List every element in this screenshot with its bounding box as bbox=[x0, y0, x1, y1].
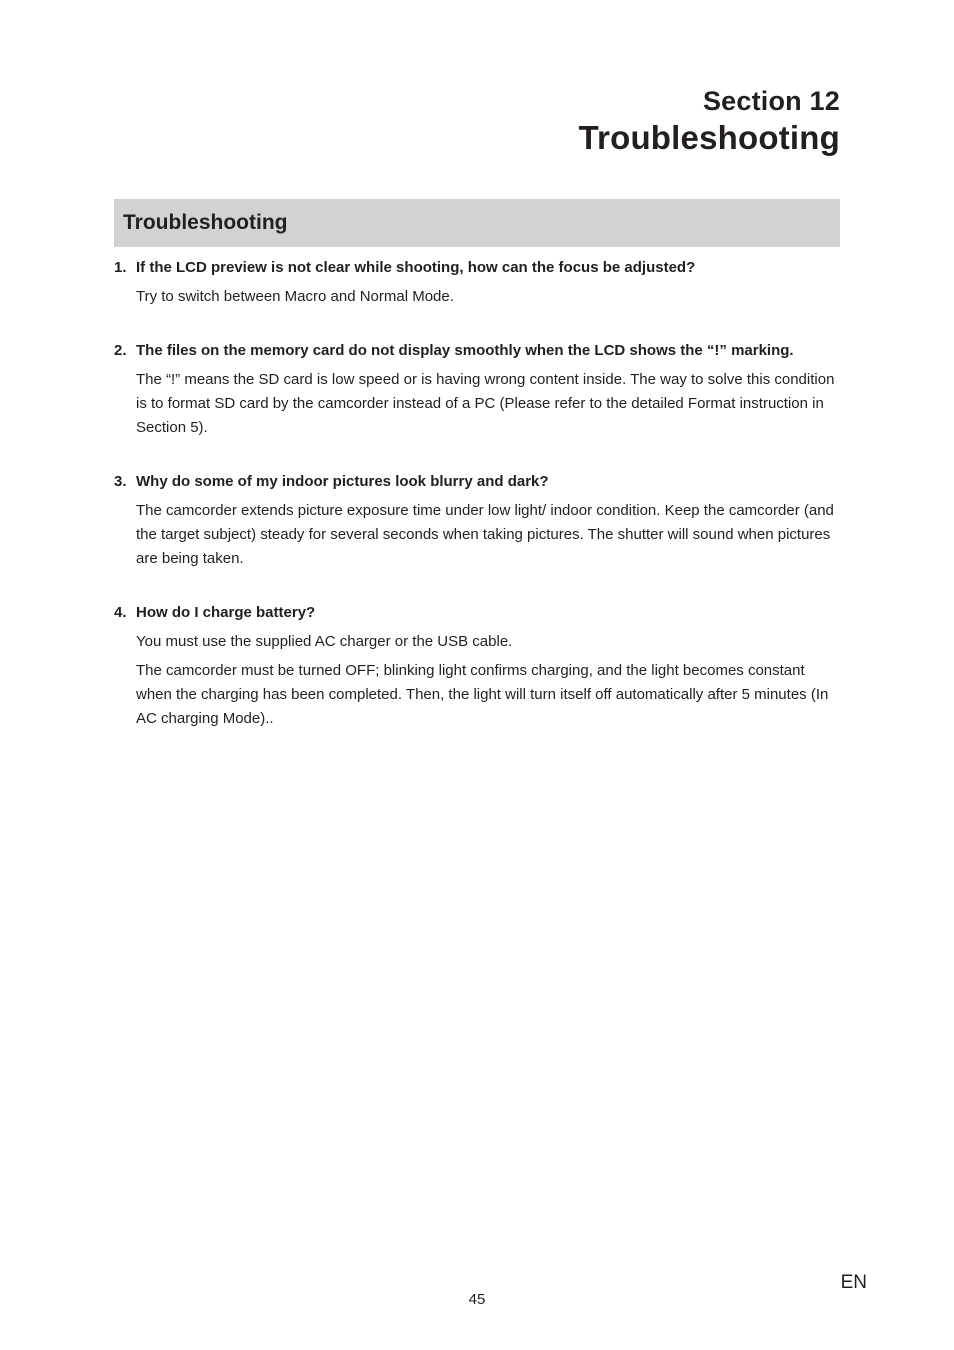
language-code: EN bbox=[840, 1272, 867, 1293]
faq-answer: You must use the supplied AC charger or the USB cable. bbox=[136, 633, 513, 650]
page-title: Troubleshooting bbox=[578, 119, 840, 156]
faq-answer: The camcorder extends picture exposure time under low light/ indoor condition. Keep the camcorder (and the target subject) steady for several seconds when taking pictures. The shutter will sound when pictures are being taken. bbox=[136, 502, 834, 567]
faq-item bbox=[114, 470, 840, 571]
faq-number: 4. bbox=[114, 604, 127, 621]
faq-question: The files on the memory card do not display smoothly when the LCD shows the “!” marking. bbox=[136, 342, 794, 359]
faq-number: 3. bbox=[114, 473, 127, 490]
faq-number: 2. bbox=[114, 342, 127, 359]
section-label: Section 12 bbox=[702, 86, 840, 116]
faq-question: How do I charge battery? bbox=[136, 604, 316, 621]
faq-answer: The camcorder must be turned OFF; blinking light confirms charging, and the light becomes constant when the charging has been completed. Then, the light will turn itself off automatically after 5 minutes (In AC charging Mode).. bbox=[136, 662, 829, 727]
faq-question: If the LCD preview is not clear while shooting, how can the focus be adjusted? bbox=[136, 259, 696, 276]
faq-item bbox=[114, 339, 840, 440]
subheading: Troubleshooting bbox=[123, 211, 288, 234]
page-number: 45 bbox=[468, 1291, 486, 1308]
faq-answer: The “!” means the SD card is low speed or is having wrong content inside. The way to solve this condition is to format SD card by the camcorder instead of a PC (Please refer to the detailed Format instruction in Section 5). bbox=[136, 371, 835, 436]
faq-item bbox=[114, 256, 840, 309]
faq-answer: Try to switch between Macro and Normal Mode. bbox=[136, 288, 454, 305]
faq-list bbox=[114, 256, 840, 761]
faq-question: Why do some of my indoor pictures look blurry and dark? bbox=[136, 473, 549, 490]
page-header bbox=[579, 84, 840, 158]
subheading-band bbox=[114, 199, 840, 247]
faq-number: 1. bbox=[114, 259, 127, 276]
faq-item bbox=[114, 601, 840, 731]
